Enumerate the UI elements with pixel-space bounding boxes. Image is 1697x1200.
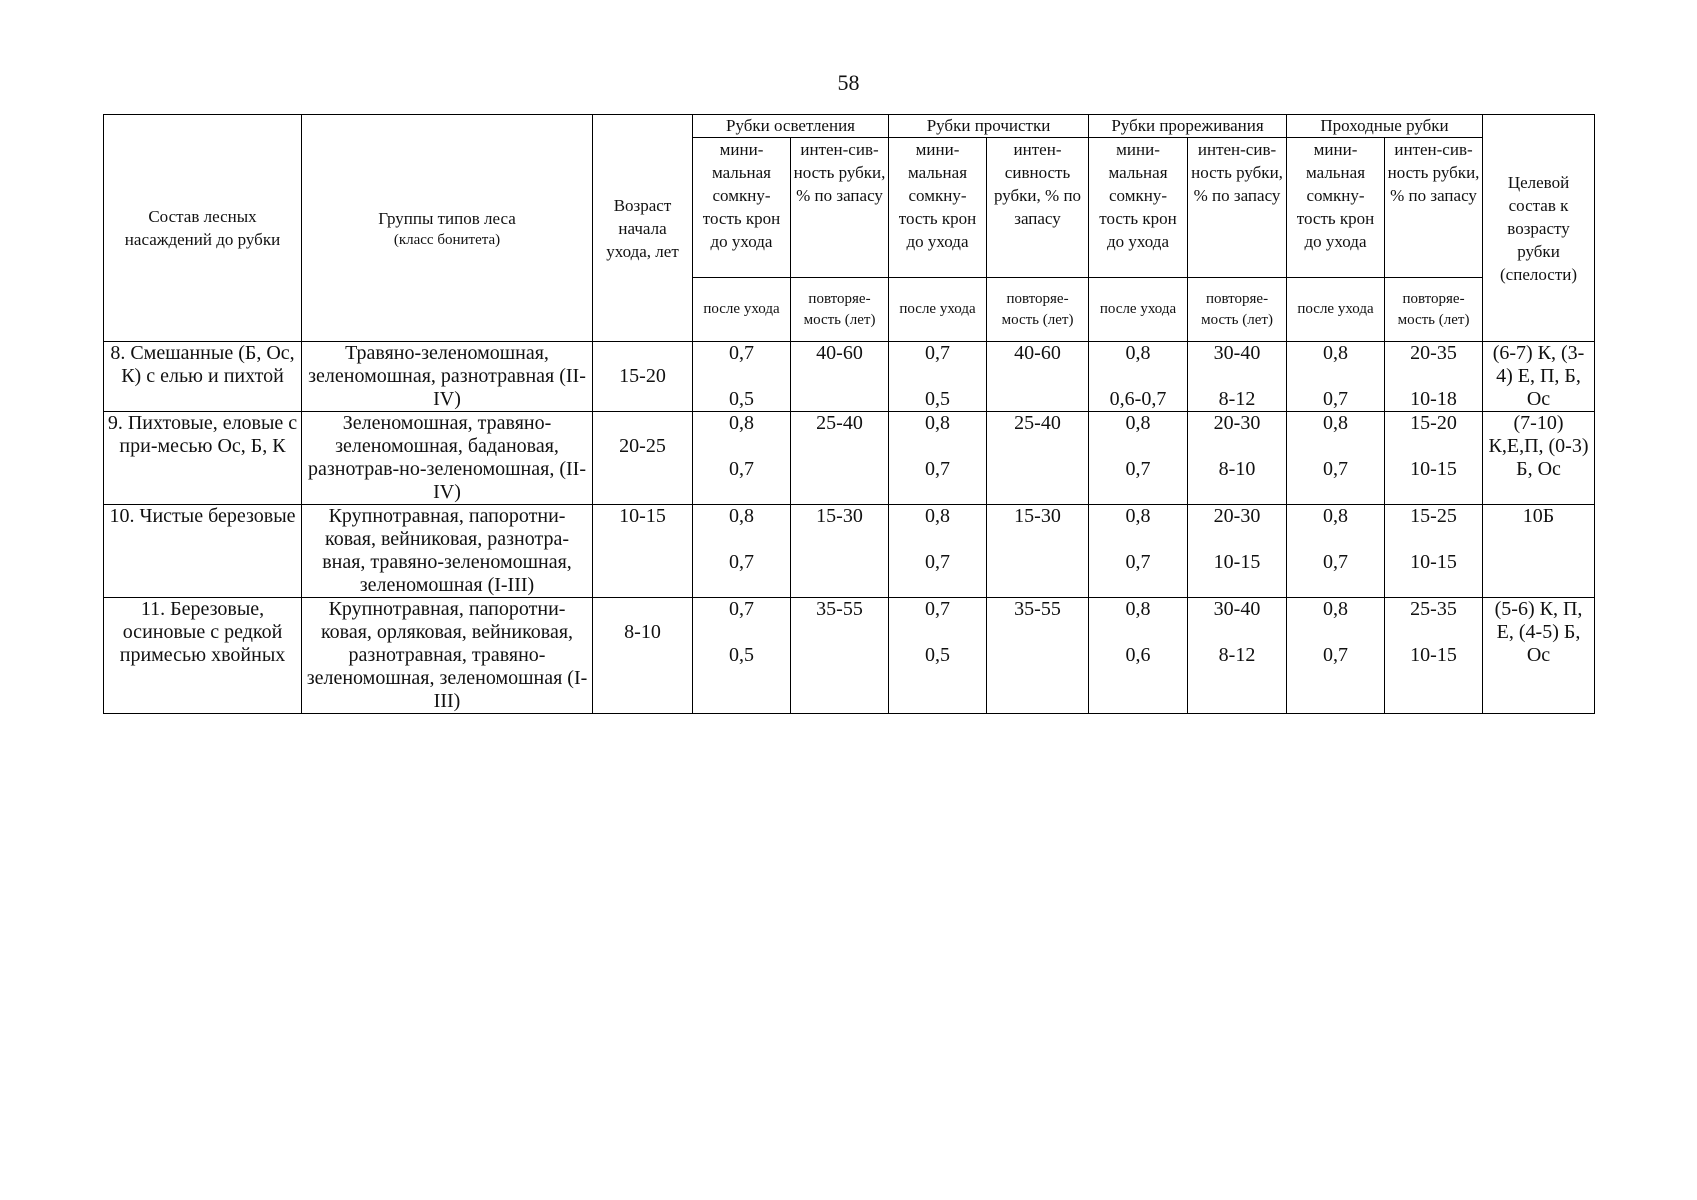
header-after-care-3: после ухода	[1089, 278, 1188, 342]
header-repeat-1: повторяе-мость (лет)	[791, 278, 889, 342]
density-cell: 0,8 0,7	[1089, 505, 1188, 598]
header-composition: Состав лесных насаждений до рубки	[104, 115, 302, 342]
header-cutting-4: Проходные рубки	[1287, 115, 1483, 138]
header-intensity-3: интен-сив-ность рубки, % по запасу	[1188, 138, 1287, 278]
density-cell: 0,7 0,5	[889, 598, 987, 714]
forest-groups-cell: Травяно-зеленомошная, зеленомошная, разнотравная (II- IV)	[302, 342, 593, 412]
intensity-cell: 25-35 10-15	[1385, 598, 1483, 714]
header-min-density-3: мини-мальная сомкну-тость крон до ухода	[1089, 138, 1188, 278]
density-cell: 0,8 0,7	[1287, 598, 1385, 714]
header-min-density-4: мини-мальная сомкну-тость крон до ухода	[1287, 138, 1385, 278]
header-after-care-1: после ухода	[693, 278, 791, 342]
header-after-care-2: после ухода	[889, 278, 987, 342]
density-cell: 0,8 0,7	[1089, 412, 1188, 505]
intensity-cell: 15-20 10-15	[1385, 412, 1483, 505]
density-cell: 0,8 0,7	[693, 412, 791, 505]
header-intensity-1: интен-сив-ность рубки, % по запасу	[791, 138, 889, 278]
density-cell: 0,8 0,7	[889, 412, 987, 505]
target-cell: 10Б	[1483, 505, 1595, 598]
intensity-cell: 15-30	[987, 505, 1089, 598]
density-cell: 0,8 0,7	[1287, 342, 1385, 412]
density-cell: 0,7 0,5	[693, 598, 791, 714]
header-forest-groups: Группы типов леса (класс бонитета)	[302, 115, 593, 342]
header-intensity-2: интен-сивность рубки, % по запасу	[987, 138, 1089, 278]
table-row	[104, 342, 1595, 412]
page-number: 58	[837, 70, 860, 95]
header-repeat-2: повторяе-мость (лет)	[987, 278, 1089, 342]
age-cell: 20-25	[593, 412, 693, 505]
density-cell: 0,8 0,7	[1287, 412, 1385, 505]
age-cell: 15-20	[593, 342, 693, 412]
density-cell: 0,8 0,7	[693, 505, 791, 598]
header-repeat-4: повторяе-мость (лет)	[1385, 278, 1483, 342]
composition-cell: 11. Березовые, осиновые с редкой примесью хвойных	[104, 598, 302, 714]
density-cell: 0,8 0,7	[1287, 505, 1385, 598]
density-cell: 0,7 0,5	[693, 342, 791, 412]
forest-groups-cell: Зеленомошная, травяно-зеленомошная, бадановая, разнотрав-но-зеленомошная, (II- IV)	[302, 412, 593, 505]
density-cell: 0,8 0,6-0,7	[1089, 342, 1188, 412]
target-cell: (7-10) К,Е,П, (0-3) Б, Ос	[1483, 412, 1595, 505]
header-cutting-2: Рубки прочистки	[889, 115, 1089, 138]
header-min-density-1: мини-мальная сомкну-тость крон до ухода	[693, 138, 791, 278]
forest-groups-cell: Крупнотравная, папоротни-ковая, вейниковая, разнотра-вная, травяно-зеленомошная, зеленомошная (I-III)	[302, 505, 593, 598]
intensity-cell: 20-35 10-18	[1385, 342, 1483, 412]
header-repeat-3: повторяе-мость (лет)	[1188, 278, 1287, 342]
header-intensity-4: интен-сив-ность рубки, % по запасу	[1385, 138, 1483, 278]
composition-cell: 9. Пихтовые, еловые с при-месью Ос, Б, К	[104, 412, 302, 505]
table-row	[104, 412, 1595, 505]
intensity-cell: 25-40	[987, 412, 1089, 505]
intensity-cell: 20-30 10-15	[1188, 505, 1287, 598]
intensity-cell: 30-40 8-12	[1188, 598, 1287, 714]
target-cell: (5-6) К, П, Е, (4-5) Б, Ос	[1483, 598, 1595, 714]
header-after-care-4: после ухода	[1287, 278, 1385, 342]
forest-care-table	[103, 114, 1595, 714]
forest-groups-cell: Крупнотравная, папоротни-ковая, орляковая, вейниковая, разнотравная, травяно-зеленомошная, зеленомошная (I-III)	[302, 598, 593, 714]
header-target: Целевой состав к возрасту рубки (спелости)	[1483, 115, 1595, 342]
composition-cell: 8. Смешанные (Б, Ос, К) с елью и пихтой	[104, 342, 302, 412]
intensity-cell: 35-55	[987, 598, 1089, 714]
age-cell: 10-15	[593, 505, 693, 598]
intensity-cell: 40-60	[791, 342, 889, 412]
density-cell: 0,7 0,5	[889, 342, 987, 412]
intensity-cell: 30-40 8-12	[1188, 342, 1287, 412]
intensity-cell: 20-30 8-10	[1188, 412, 1287, 505]
intensity-cell: 25-40	[791, 412, 889, 505]
intensity-cell: 35-55	[791, 598, 889, 714]
table-row	[104, 598, 1595, 714]
composition-cell: 10. Чистые березовые	[104, 505, 302, 598]
intensity-cell: 15-30	[791, 505, 889, 598]
header-cutting-1: Рубки осветления	[693, 115, 889, 138]
density-cell: 0,8 0,6	[1089, 598, 1188, 714]
header-age: Возраст начала ухода, лет	[593, 115, 693, 342]
header-min-density-2: мини-мальная сомкну-тость крон до ухода	[889, 138, 987, 278]
table-row	[104, 505, 1595, 598]
intensity-cell: 40-60	[987, 342, 1089, 412]
target-cell: (6-7) К, (3-4) Е, П, Б, Ос	[1483, 342, 1595, 412]
header-cutting-3: Рубки прореживания	[1089, 115, 1287, 138]
age-cell: 8-10	[593, 598, 693, 714]
intensity-cell: 15-25 10-15	[1385, 505, 1483, 598]
density-cell: 0,8 0,7	[889, 505, 987, 598]
